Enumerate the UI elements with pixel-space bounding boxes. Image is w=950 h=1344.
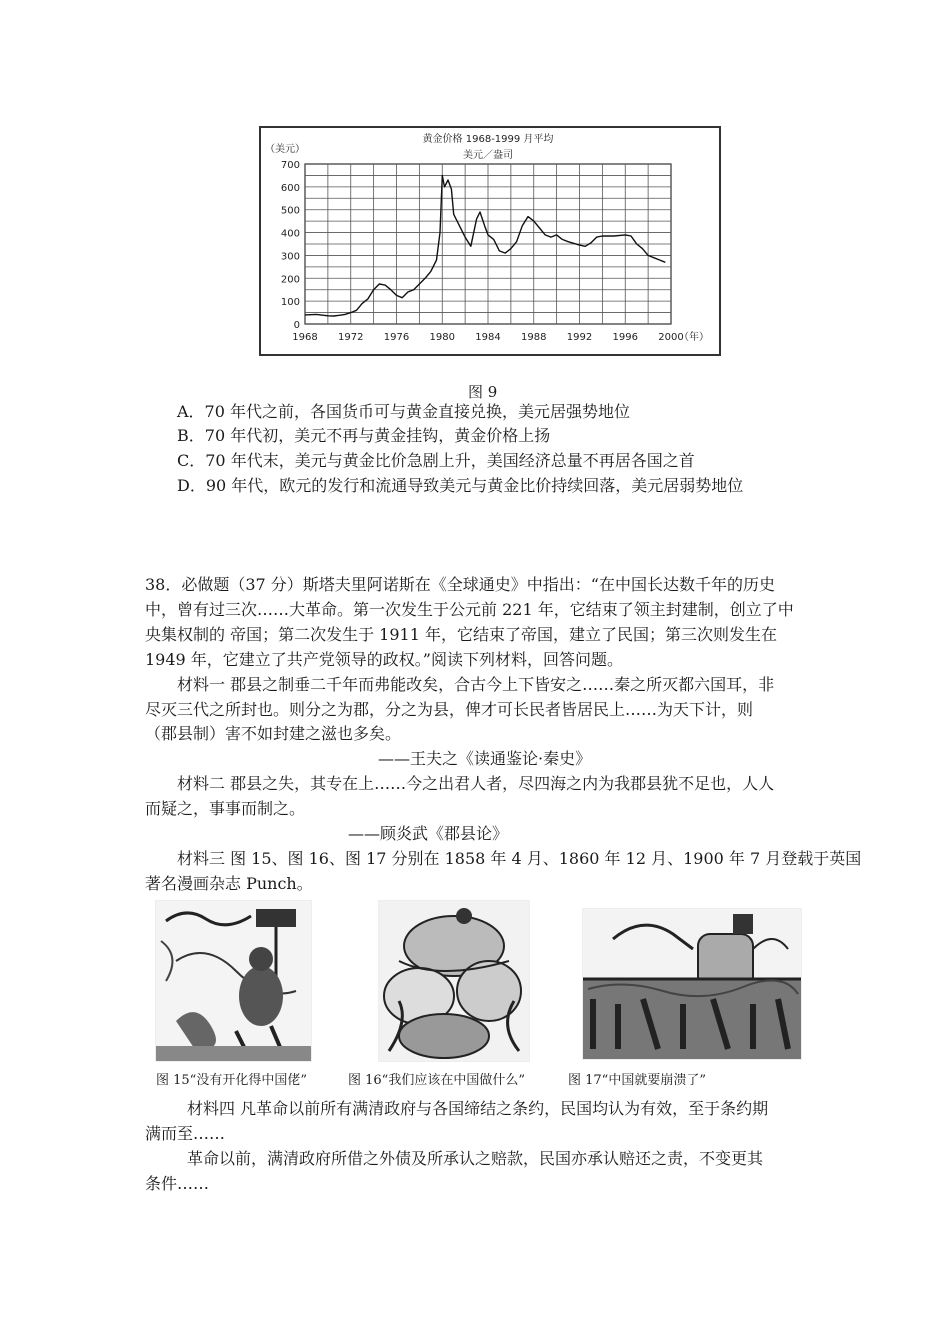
x-tick-label: 2000 [658,332,684,343]
q38-line-1: 38．必做题（37 分）斯塔夫里阿诺斯在《全球通史》中指出：“在中国长达数千年的历史 [145,575,775,594]
x-tick-label: 1984 [475,332,501,343]
gold-price-line [305,175,665,316]
chart-title: 黄金价格 1968-1999 月平均 [422,134,554,145]
cartoon-figure-17 [582,908,802,1060]
x-tick-label: 1980 [429,332,455,343]
y-tick-label: 200 [280,274,300,286]
y-tick-label: 600 [280,182,300,194]
q38-line-4: 1949 年，它建立了共产党领导的政权。”阅读下列材料，回答问题。 [145,650,623,669]
figure-9-caption: 图 9 [468,383,498,401]
cartoon-caption-15: 图 15“没有开化得中国佬” [156,1073,307,1088]
material-3-line-1: 材料三 图 15、图 16、图 17 分别在 1858 年 4 月、1860 年 12 月、1900 年 7 月登载于英国 [177,849,862,868]
cartoon-figure-16 [378,900,530,1062]
chart-svg [261,128,719,354]
y-tick-label: 100 [280,297,300,309]
gold-price-chart [259,126,721,356]
y-tick-label: 0 [293,320,300,331]
y-tick-label: 500 [280,205,300,217]
material-4-line-1: 材料四 凡革命以前所有满清政府与各国缔结之条约，民国均认为有效，至于条约期 [187,1099,769,1118]
x-tick-label: 1996 [612,332,638,343]
cartoon-figure-15 [155,900,312,1062]
x-tick-label: 1976 [383,332,410,343]
x-tick-label: 1968 [292,332,318,343]
q38-line-3: 央集权制的 帝国；第二次发生于 1911 年，它结束了帝国，建立了民国；第三次则发生在 [145,625,777,644]
chart-unit: 美元／盎司 [463,150,513,161]
cartoon-caption-16: 图 16“我们应该在中国做什么” [348,1073,525,1088]
y-tick-label: 300 [280,251,300,263]
option-b: B．70 年代初，美元不再与黄金挂钩，黄金价格上扬 [177,426,551,445]
material-4-line-3: 革命以前，满清政府所借之外债及所承认之赔款，民国亦承认赔还之责，不变更其 [187,1149,764,1168]
x-tick-label: 1988 [521,332,547,343]
material-1-line-2: 尽灭三代之所封也。则分之为郡，分之为县，俾才可长民者皆居民上……为天下计，则 [145,700,754,719]
material-3-line-2: 著名漫画杂志 Punch。 [145,874,313,893]
option-d: D．90 年代，欧元的发行和流通导致美元与黄金比价持续回落，美元居弱势地位 [177,476,744,495]
material-2-line-1: 材料二 郡县之失，其专在上……今之出君人者，尽四海之内为我郡县犹不足也，人人 [177,774,775,793]
material-1-line-3: （郡县制）害不如封建之滋也多矣。 [145,724,402,743]
material-2-line-2: 而疑之，事事而制之。 [145,799,306,818]
option-a: A．70 年代之前，各国货币可与黄金直接兑换，美元居强势地位 [177,402,631,421]
y-tick-label: 700 [280,160,300,171]
x-tick-label: 1972 [338,332,364,343]
y-axis-label: （美元） [265,144,305,155]
material-4-line-4: 条件…… [145,1174,210,1193]
y-tick-label: 400 [280,228,300,240]
material-1-line-1: 材料一 郡县之制垂二千年而弗能改矣，合古今上下皆安之……秦之所灭都六国耳，非 [177,675,775,694]
material-4-line-2: 满而至…… [145,1124,226,1143]
q38-line-2: 中，曾有过三次……大革命。第一次发生于公元前 221 年，它结束了领主封建制，创立了中 [145,600,794,619]
material-2-source: ——顾炎武《郡县论》 [348,824,509,843]
x-axis-label: （年） [679,332,709,343]
option-c: C．70 年代末，美元与黄金比价急剧上升，美国经济总量不再居各国之首 [177,451,695,470]
cartoon-caption-17: 图 17“中国就要崩溃了” [568,1073,706,1088]
material-1-source: ——王夫之《读通鉴论·秦史》 [378,749,592,768]
x-tick-label: 1992 [566,332,593,343]
